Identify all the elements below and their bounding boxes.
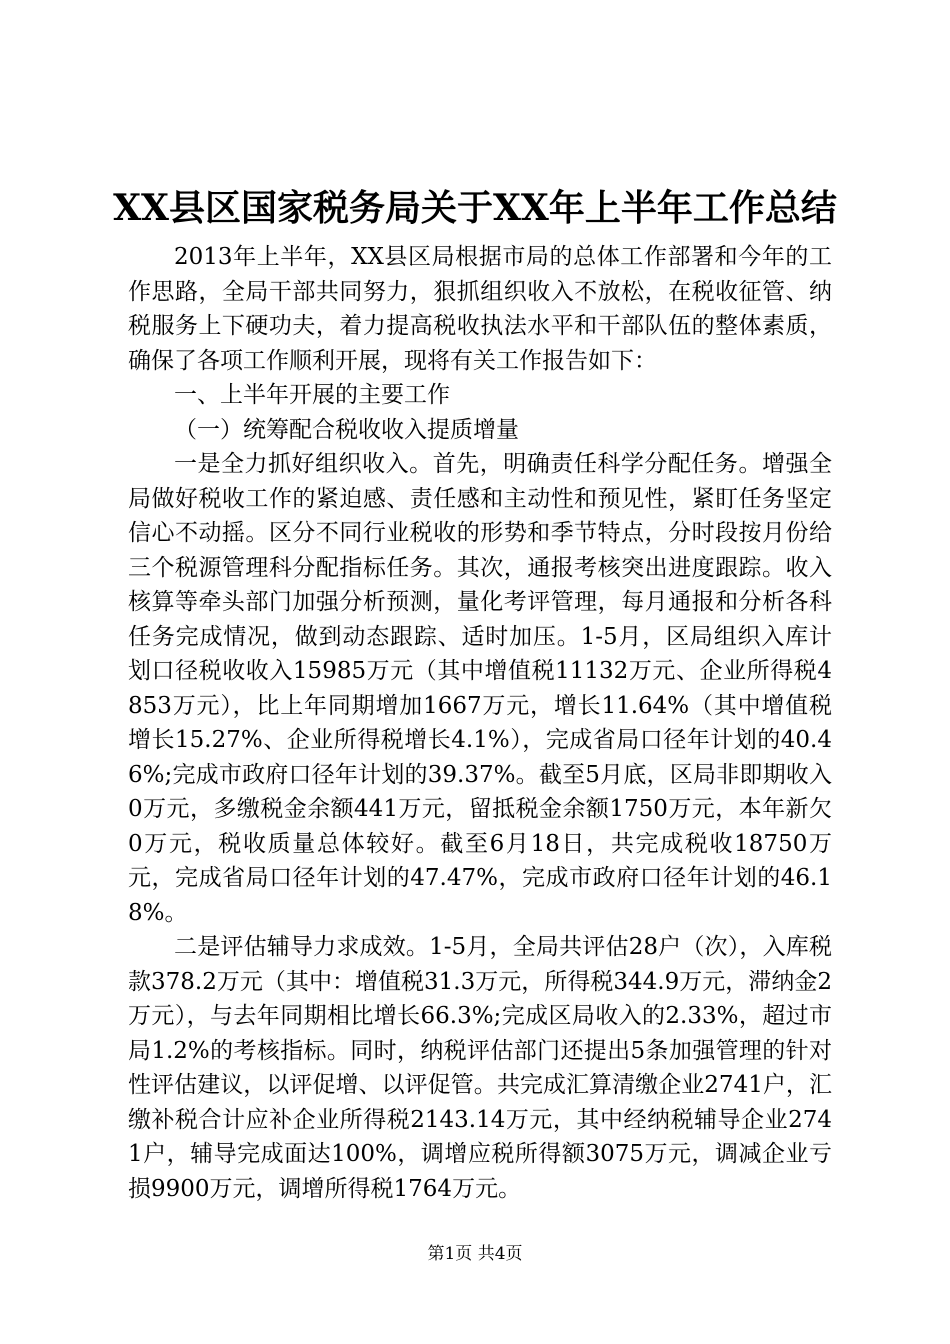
section-heading: 一、上半年开展的主要工作 (174, 382, 450, 408)
intro-paragraph: 2013年上半年，XX县区局根据市局的总体工作部署和今年的工作思路，全局干部共同努力，狠抓组织收入不放松，在税收征管、纳税服务上下硬功夫，着力提高税收执法水平和干部队伍的整体素质，确保了各项工作顺利开展，现将有关工作报告如下： (128, 244, 832, 374)
page-footer: 第1页 共4页 (427, 1244, 523, 1264)
document-title: XX县区国家税务局关于XX年上半年工作总结 (113, 187, 837, 229)
subsection-heading: （一）统筹配合税收收入提质增量 (174, 416, 519, 443)
document-body (128, 240, 832, 1206)
revenue-paragraph: 一是全力抓好组织收入。首先，明确责任科学分配任务。增强全局做好税收工作的紧迫感、责任感和主动性和预见性，紧盯任务坚定信心不动摇。区分不同行业税收的形势和季节特点，分时段按月份给三个税源管理科分配指标任务。其次，通报考核突出进度跟踪。收入核算等牵头部门加强分析预测，量化考评管理，每月通报和分析各科任务完成情况，做到动态跟踪、适时加压。1-5月，区局组织入库计划口径税收收入15985万元（其中增值税11132万元、企业所得税4853万元），比上年同期增加1667万元，增长11.64%（其中增值税增长15.27%、企业所得税增长4.1%），完成省局口径年计划的40.46%;完成市政府口径年计划的39.37%。截至5月底，区局非即期收入0万元，多缴税金余额441万元，留抵税金余额1750万元，本年新欠0万元，税收质量总体较好。截至6月18日，共完成税收18750万元，完成省局口径年计划的47.47%，完成市政府口径年计划的46.18%。 (128, 451, 832, 926)
assessment-paragraph: 二是评估辅导力求成效。1-5月，全局共评估28户（次），入库税款378.2万元（其中：增值税31.3万元，所得税344.9万元，滞纳金2万元），与去年同期相比增长66.3%;完成区局收入的2.33%，超过市局1.2%的考核指标。同时，纳税评估部门还提出5条加强管理的针对性评估建议，以评促增、以评促管。共完成汇算清缴企业2741户，汇缴补税合计应补企业所得税2143.14万元，其中经纳税辅导企业2741户，辅导完成面达100%，调增应税所得额3075万元，调减企业亏损9900万元，调增所得税1764万元。 (128, 934, 832, 1202)
